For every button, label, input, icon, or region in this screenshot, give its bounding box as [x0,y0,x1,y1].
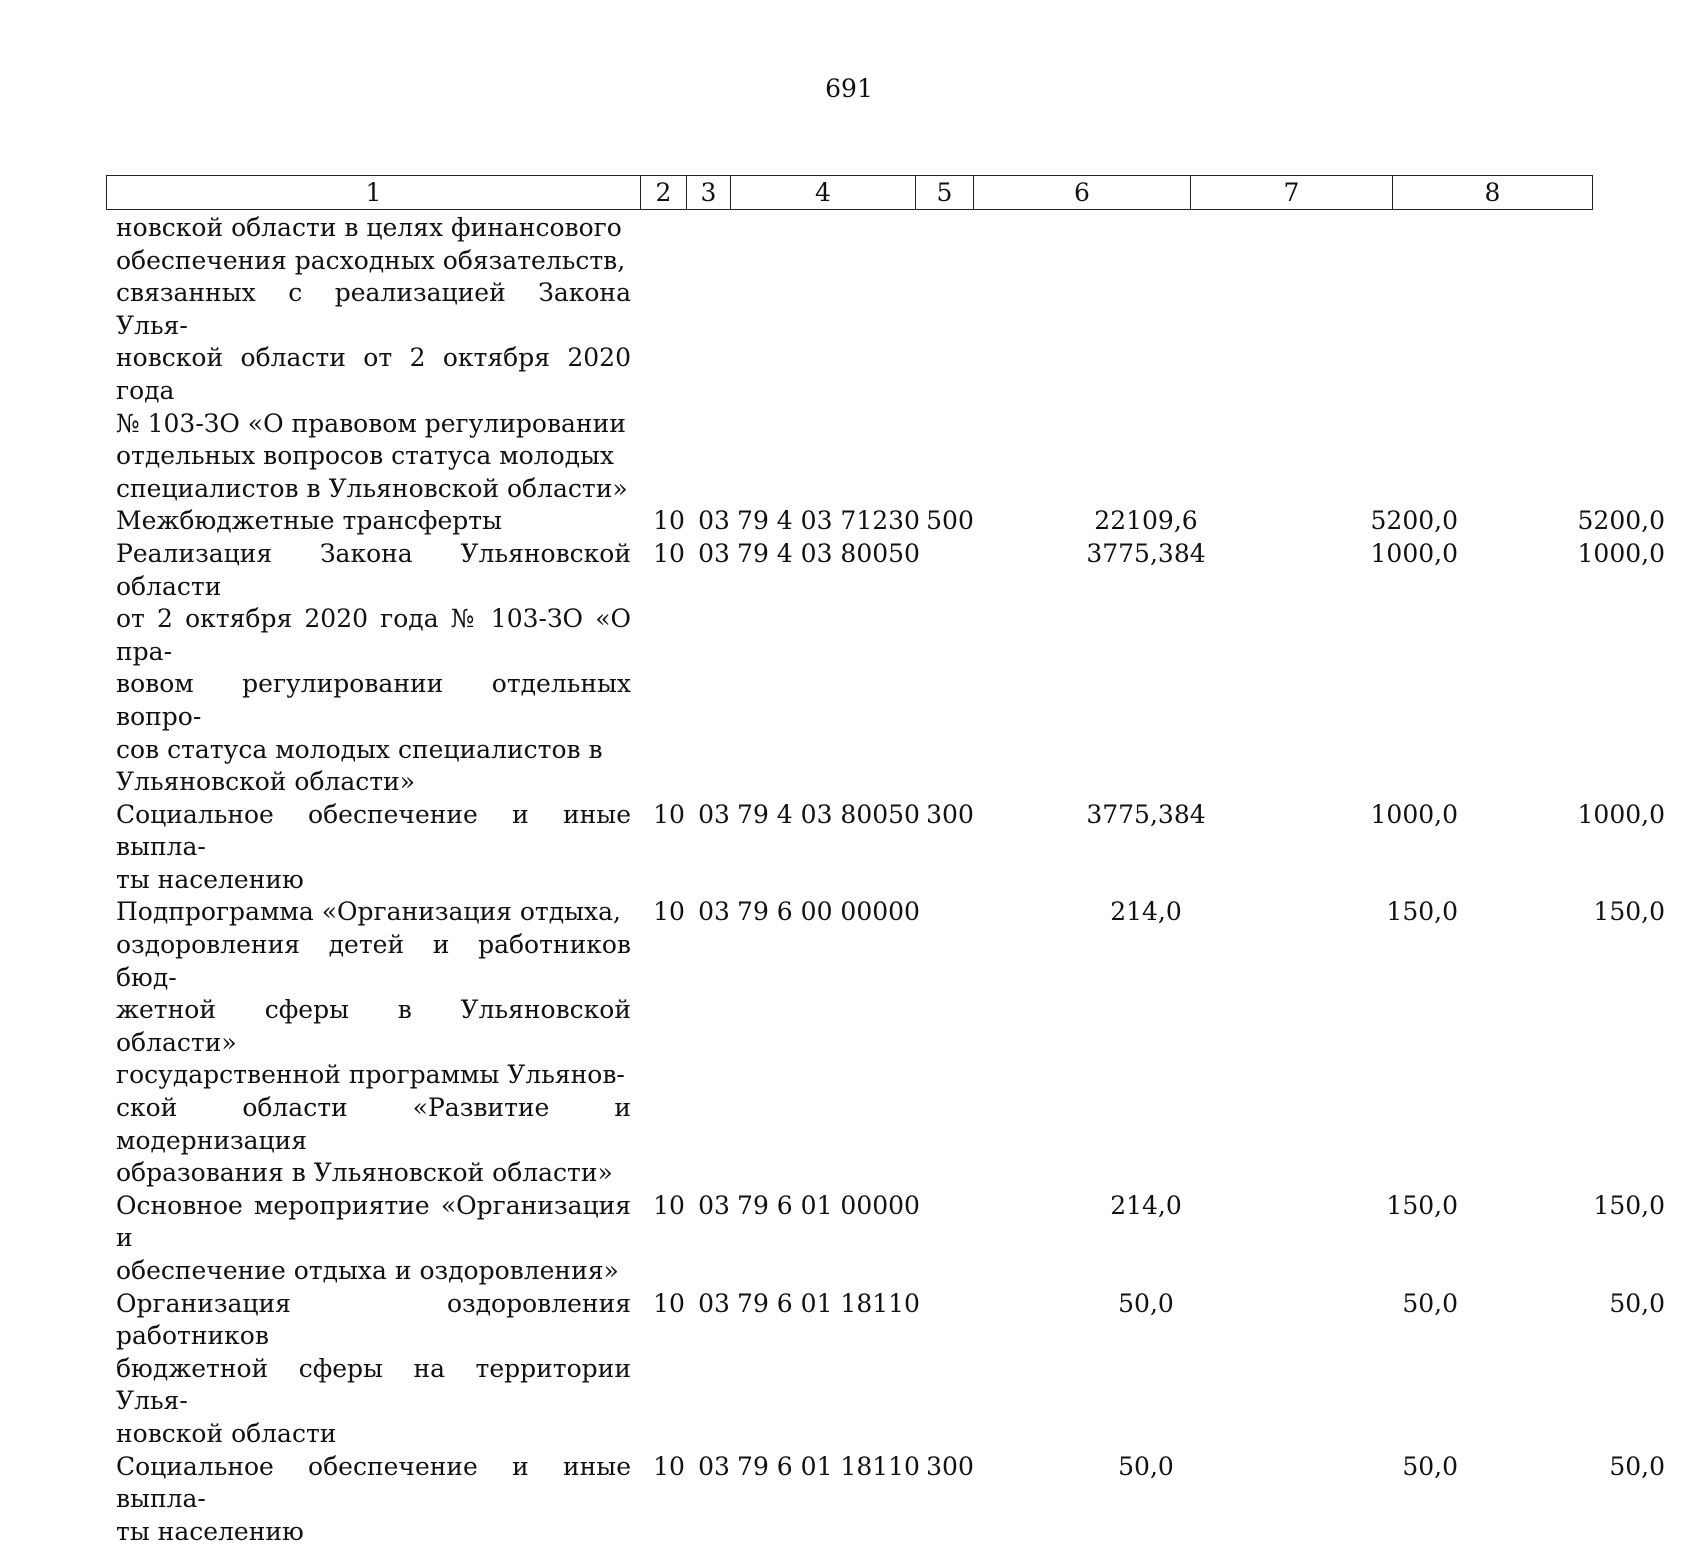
expense-type-code: 500 [926,506,974,536]
amount-col-7: 50,0 [1402,1451,1458,1481]
amount-col-7: 150,0 [1386,1190,1458,1220]
section-code: 10 [653,897,685,927]
table-row [106,505,1665,538]
column-header: 2 [641,176,687,210]
table-row [106,212,1592,505]
row-description: Подпрограмма «Организация отдыха, оздоровления детей и работников бюд- жетной сферы в Ульяновской области» государственной программы Ульянов- ской области «Развитие и модернизация образования в Ульяновской области» [116,897,631,1188]
target-article-code: 79 6 01 00000 [737,1190,920,1220]
row-description: Социальное обеспечение и иные выпла- ты населению [116,799,631,894]
amount-col-6: 3775,384 [1086,538,1206,568]
amount-col-7: 1000,0 [1370,538,1458,568]
subsection-code: 03 [698,799,730,829]
amount-col-8: 50,0 [1609,1451,1665,1481]
amount-col-7: 150,0 [1386,897,1458,927]
amount-col-8: 1000,0 [1577,799,1665,829]
subsection-code: 03 [698,506,730,536]
table-row [106,1288,1665,1451]
column-number-header [106,175,1593,210]
section-code: 10 [653,1288,685,1318]
amount-col-8: 150,0 [1593,897,1665,927]
table-row [106,1451,1665,1548]
column-header: 5 [916,176,974,210]
target-article-code: 79 4 03 80050 [737,799,920,829]
amount-col-8: 5200,0 [1577,506,1665,536]
row-description: Социальное обеспечение и иные выпла- ты населению [116,1451,631,1546]
column-header: 3 [687,176,731,210]
expense-type-code: 300 [926,1451,974,1481]
amount-col-7: 50,0 [1402,1288,1458,1318]
table-row [106,799,1665,897]
amount-col-8: 150,0 [1593,1190,1665,1220]
amount-col-6: 50,0 [1118,1451,1174,1481]
amount-col-8: 1000,0 [1577,538,1665,568]
table-row [106,896,1665,1189]
expense-type-code: 300 [926,799,974,829]
target-article-code: 79 6 01 18110 [737,1288,920,1318]
column-header: 8 [1393,176,1593,210]
subsection-code: 03 [698,538,730,568]
table-row [106,1190,1665,1288]
target-article-code: 79 6 01 18110 [737,1451,920,1481]
amount-col-6: 3775,384 [1086,799,1206,829]
row-description: новской области в целях финансового обеспечения расходных обязательств, связанных с реализацией Закона Улья- новской области от 2 октября 2020 года № 103-ЗО «О правовом регулировании отдельных вопросов статуса молодых специалистов в Ульяновской области» [116,213,631,503]
row-description: Межбюджетные трансферты [116,506,503,536]
subsection-code: 03 [698,897,730,927]
target-article-code: 79 4 03 80050 [737,538,920,568]
amount-col-7: 5200,0 [1370,506,1458,536]
budget-table-body [106,212,1665,1548]
table-row [106,538,1665,799]
section-code: 10 [653,1190,685,1220]
subsection-code: 03 [698,1451,730,1481]
amount-col-7: 1000,0 [1370,799,1458,829]
section-code: 10 [653,799,685,829]
amount-col-6: 214,0 [1110,1190,1182,1220]
section-code: 10 [653,1451,685,1481]
amount-col-8: 50,0 [1609,1288,1665,1318]
column-header: 4 [731,176,916,210]
column-header: 6 [974,176,1191,210]
page-number: 691 [825,74,873,103]
section-code: 10 [653,538,685,568]
header-row [107,176,1593,210]
target-article-code: 79 4 03 71230 [737,506,920,536]
subsection-code: 03 [698,1190,730,1220]
subsection-code: 03 [698,1288,730,1318]
amount-col-6: 50,0 [1118,1288,1174,1318]
amount-col-6: 22109,6 [1094,506,1198,536]
column-header: 7 [1191,176,1393,210]
row-description: Реализация Закона Ульяновской области от 2 октября 2020 года № 103-ЗО «О пра- вовом регулировании отдельных вопро- сов статуса молодых специалистов в Ульяновской области» [116,538,631,797]
amount-col-6: 214,0 [1110,897,1182,927]
row-description: Основное мероприятие «Организация и обеспечение отдыха и оздоровления» [116,1190,631,1285]
section-code: 10 [653,506,685,536]
target-article-code: 79 6 00 00000 [737,897,920,927]
row-description: Организация оздоровления работников бюджетной сферы на территории Улья- новской области [116,1288,631,1448]
column-header: 1 [107,176,641,210]
